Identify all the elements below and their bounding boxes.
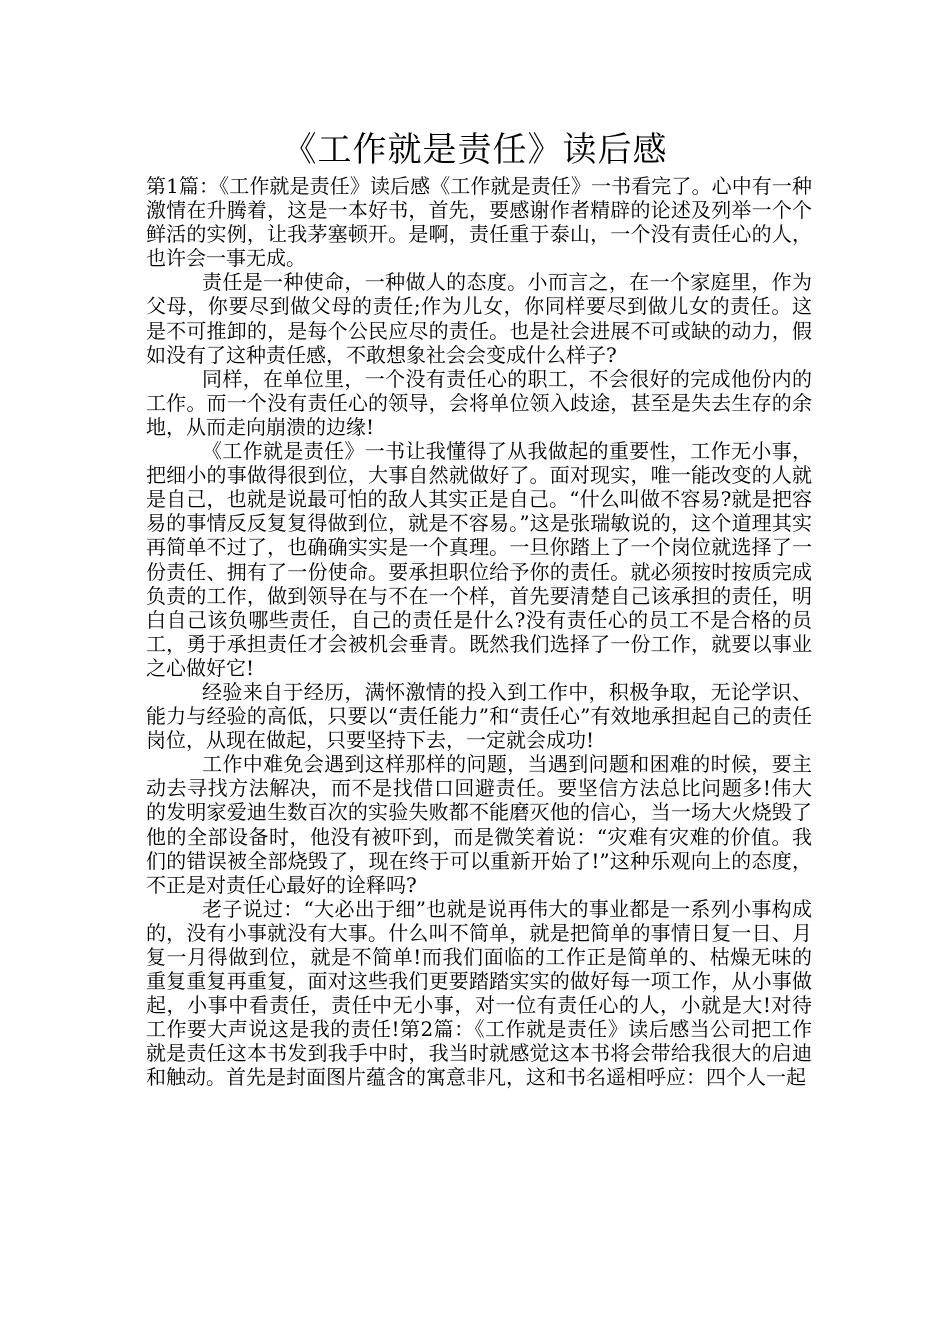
paragraph-3: 同样，在单位里，一个没有责任心的职工，不会很好的完成他份内的工作。而一个没有责任心的领导，会将单位领入歧途，甚至是失去生存的余地，从而走向崩溃的边缘!	[146, 366, 812, 439]
paragraph-5: 经验来自于经历，满怀激情的投入到工作中，积极争取，无论学识、能力与经验的高低，只要以“责任能力”和“责任心”有效地承担起自己的责任岗位，从现在做起，只要坚持下去，一定就会成功!	[146, 679, 812, 753]
document-body	[146, 174, 812, 1090]
paragraph-1: 第1篇：《工作就是责任》读后感《工作就是责任》一书看完了。心中有一种激情在升腾着，这是一本好书，首先，要感谢作者精辟的论述及列举一个个鲜活的实例，让我茅塞顿开。是啊，责任重于泰山，一个没有责任心的人，也许会一事无成。	[146, 174, 812, 271]
document-title: 《工作就是责任》读后感	[282, 130, 668, 170]
paragraph-6: 工作中难免会遇到这样那样的问题，当遇到问题和困难的时候，要主动去寻找方法解决，而不是找借口回避责任。要坚信方法总比问题多!伟大的发明家爱迪生数百次的实验失败都不能磨灭他的信心，当一场大火烧毁了他的全部设备时，他没有被吓到，而是微笑着说：“灾难有灾难的价值。我们的错误被全部烧毁了，现在终于可以重新开始了!”这种乐观向上的态度，不正是对责任心最好的诠释吗?	[146, 752, 812, 897]
paragraph-4: 《工作就是责任》一书让我懂得了从我做起的重要性，工作无小事，把细小的事做得很到位，大事自然就做好了。面对现实，唯一能改变的人就是自己，也就是说最可怕的敌人其实正是自己。“什么叫做不容易?就是把容易的事情反反复复得做到位，就是不容易。”这是张瑞敏说的，这个道理其实再简单不过了，也确确实实是一个真理。一旦你踏上了一个岗位就选择了一份责任、拥有了一份使命。要承担职位给予你的责任。就必须按时按质完成负责的工作，做到领导在与不在一个样，首先要清楚自己该承担的责任，明白自己该负哪些责任，自己的责任是什么?没有责任心的员工不是合格的员工，勇于承担责任才会被机会垂青。既然我们选择了一份工作，就要以事业之心做好它!	[146, 439, 812, 680]
paragraph-2: 责任是一种使命，一种做人的态度。小而言之，在一个家庭里，作为父母，你要尽到做父母的责任;作为儿女，你同样要尽到做儿女的责任。这是不可推卸的，是每个公民应尽的责任。也是社会进展不可或缺的动力，假如没有了这种责任感，不敢想象社会会变成什么样子?	[146, 270, 812, 367]
paragraph-7: 老子说过：“大必出于细”也就是说再伟大的事业都是一系列小事构成的，没有小事就没有大事。什么叫不简单，就是把简单的事情日复一日、月复一月得做到位，就是不简单!而我们面临的工作正是简单的、枯燥无味的重复重复再重复，面对这些我们更要踏踏实实的做好每一项工作，从小事做起，小事中看责任，责任中无小事，对一位有责任心的人，小就是大!对待工作要大声说这是我的责任!第2篇：《工作就是责任》读后感当公司把工作就是责任这本书发到我手中时，我当时就感觉这本书将会带给我很大的启迪和触动。首先是封面图片蕴含的寓意非凡，这和书名遥相呼应：四个人一起	[146, 896, 812, 1090]
